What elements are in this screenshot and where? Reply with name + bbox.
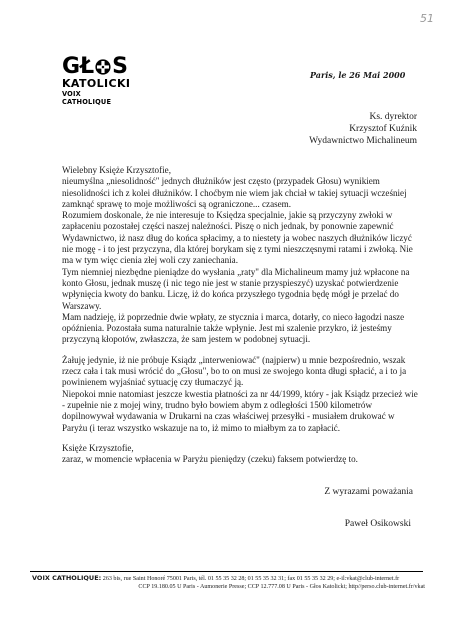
paragraph-text: Mam nadzieję, iż poprzednie dwie wpłaty, ze stycznia i marca, dotarły, co nieco łagodzi nasze opóźnienia. Pozostała suma naturalnie także wpłynie. Jest mi szalenie przykro, iż jesteśmy przyczyną kłopotów, zwłaszcza, że sam jestem w podobnej sytuacji. xyxy=(62,311,405,345)
paragraph xyxy=(62,355,420,434)
logo-title-part1: GŁ xyxy=(62,54,95,79)
footer-brand: VOIX CATHOLIQUE: xyxy=(32,574,102,582)
paragraph xyxy=(62,165,420,346)
letter-body xyxy=(62,165,420,474)
recipient-block xyxy=(309,111,417,147)
paragraph-text: Rozumiem doskonale, że nie interesuje to Księdza specjalnie, jakie są przyczyny zwłoki w zapłaceniu pozostałej części naszej należności. Piszę o nich jednak, by ponownie zapewnić Wydawnictwo, iż nasz dług do końca spłacimy, a to niestety ja wobec naszych dłużników liczyć nie mogę - i to jest przyczyna, dla której borykam się z tymi nieszczęsnymi ratami i zwłoką. Nie ma w tym więc cienia złej woli czy zaniechania. xyxy=(62,210,413,266)
footer-address-text: 263 bis, rue Saint Honoré 75001 Paris, tél. 01 55 35 32 28; 01 55 35 32 31; fax 01 55 35 32 29; e-il:vkat@club-internet.fr xyxy=(102,576,400,582)
signature: Paweł Osikowski xyxy=(344,519,411,529)
closing: Z wyrazami poważania xyxy=(324,487,413,497)
paragraph-text: zaraz, w momencie wpłacenia w Paryżu pieniędzy (czeku) faksem potwierdzę to. xyxy=(62,454,358,465)
salutation: Księże Krzysztofie, xyxy=(62,442,134,453)
recipient-line: Krzysztof Kuźnik xyxy=(349,124,417,134)
footer-address xyxy=(32,574,425,583)
paragraph-text: Tym niemniej niezbędne pieniądze do wysłania „raty" dla Michalineum mamy już wpłacone na konto Głosu, jednak muszę (i nic tego nie jest w stanie przyspieszyć) uzyskać potwierdzenie wpłynięcia kwoty do banku. Liczę, iż do końca przyszłego tygodnia będę mógł je przelać do Warszawy. xyxy=(62,266,410,311)
logo-katolicki: KATOLICKI xyxy=(62,77,131,90)
recipient-line: Wydawnictwo Michalineum xyxy=(309,136,417,146)
paragraph xyxy=(62,443,420,466)
cross-emblem-icon xyxy=(95,58,111,76)
page-number: 51 xyxy=(420,12,434,25)
footer-accounts: CCP 19.180.05 U Paris - Aumonerie Presse; CCP 12.777.08 U Paris - Głos Katolicki; http//perso.club-internet.fr/vkat xyxy=(138,584,425,590)
logo-voix-catholique: VOIX CATHOLIQUE xyxy=(62,90,112,106)
logo-title-part2: S xyxy=(112,54,128,79)
logo-title xyxy=(62,56,128,78)
paragraph-text: Niepokoi mnie natomiast jeszcze kwestia płatności za nr 44/1999, który - jak Ksiądz przecież wie - zupełnie nie z mojej winy, trudno było bowiem abym z odległości 1500 kilometrów dopilnowywał wydawania w Drukarni na czas właściwej przesyłki - musiałem drukować w Paryżu (i teraz wszystko wskazuje na to, iż mimo to miałbym za to zapłacić. xyxy=(62,388,418,433)
place-date: Paris, le 26 Mai 2000 xyxy=(310,70,406,80)
paragraph-text: nieumyślna „niesolidność" jednych dłużników jest często (przypadek Głosu) wynikiem niesolidności ich z kolei dłużników. I choćbym nie wiem jak chciał w takiej sytuacji wcześniej zamknąć sprawę to moje możliwości są ograniczone... czasem. xyxy=(62,176,407,209)
paragraph-text: Żałuję jedynie, iż nie próbuje Ksiądz „interweniować" (najpierw) u mnie bezpośrednio, wszak rzecz cała i tak musi wrócić do „Głosu", bo to on musi ze swojego konta długi spłacić, a i to ja powinienem wyjaśniać sytuację czy tłumaczyć ją. xyxy=(62,354,407,388)
footer-divider xyxy=(30,571,423,572)
salutation: Wielebny Księże Krzysztofie, xyxy=(62,165,171,175)
recipient-line: Ks. dyrektor xyxy=(369,112,417,122)
logo xyxy=(62,54,131,106)
